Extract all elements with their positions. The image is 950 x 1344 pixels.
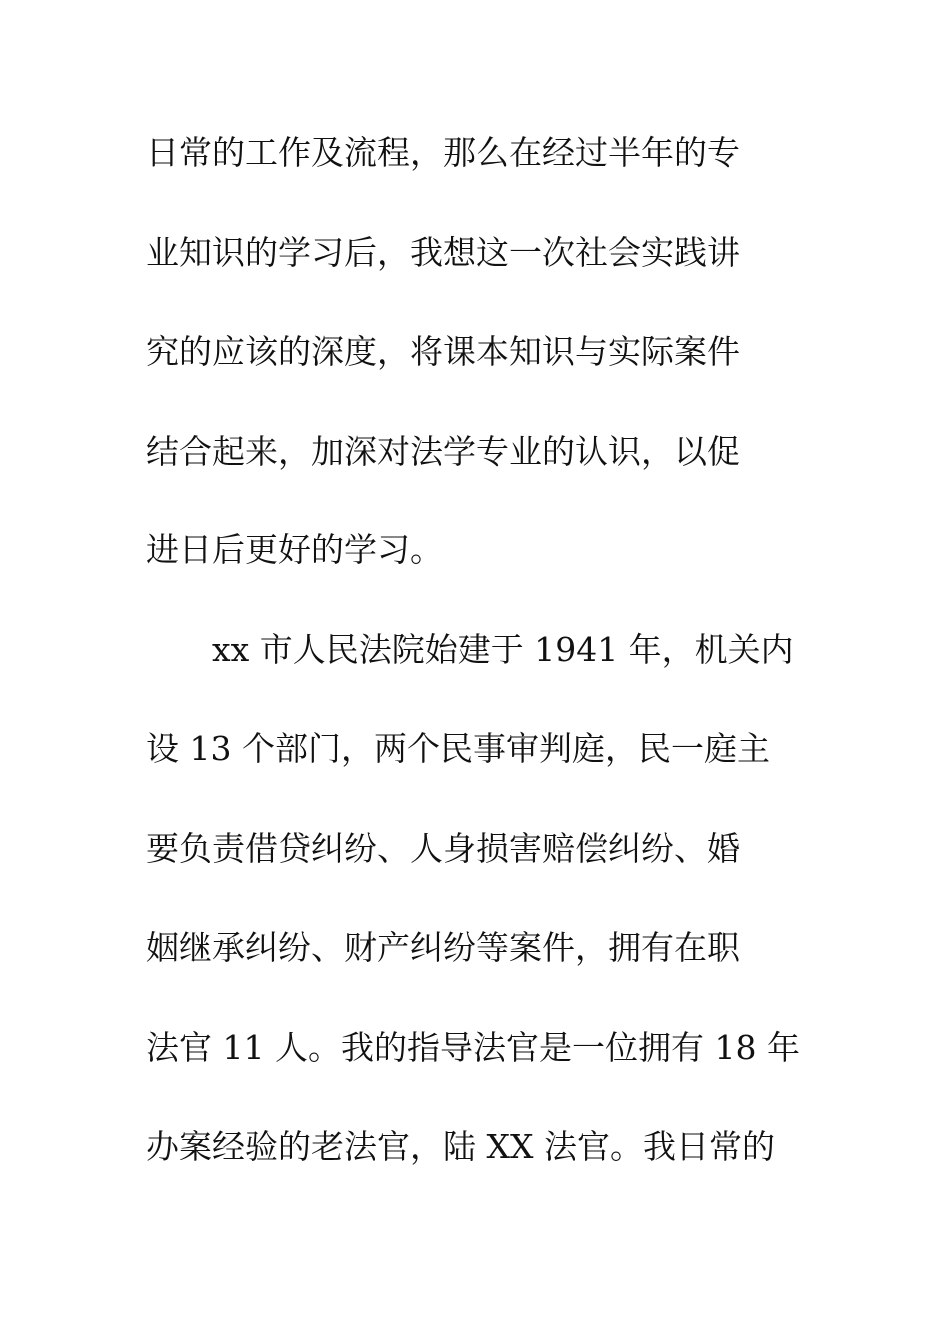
- text-line: 日常的工作及流程，那么在经过半年的专: [146, 133, 740, 172]
- text-line: 办案经验的老法官，陆 XX 法官。我日常的: [146, 1127, 775, 1166]
- paragraph-first-line: xx 市人民法院始建于 1941 年，机关内: [212, 630, 794, 669]
- text-line: 究的应该的深度，将课本知识与实际案件: [146, 332, 740, 371]
- text-line: 姻继承纠纷、财产纠纷等案件，拥有在职: [146, 928, 740, 967]
- text-line: 进日后更好的学习。: [146, 530, 443, 569]
- text-line: 要负责借贷纠纷、人身损害赔偿纠纷、婚: [146, 829, 740, 868]
- text-line: 法官 11 人。我的指导法官是一位拥有 18 年: [146, 1028, 800, 1067]
- text-line: 结合起来，加深对法学专业的认识，以促: [146, 432, 740, 471]
- text-line: 设 13 个部门，两个民事审判庭，民一庭主: [146, 729, 770, 768]
- text-line: 业知识的学习后，我想这一次社会实践讲: [146, 233, 740, 272]
